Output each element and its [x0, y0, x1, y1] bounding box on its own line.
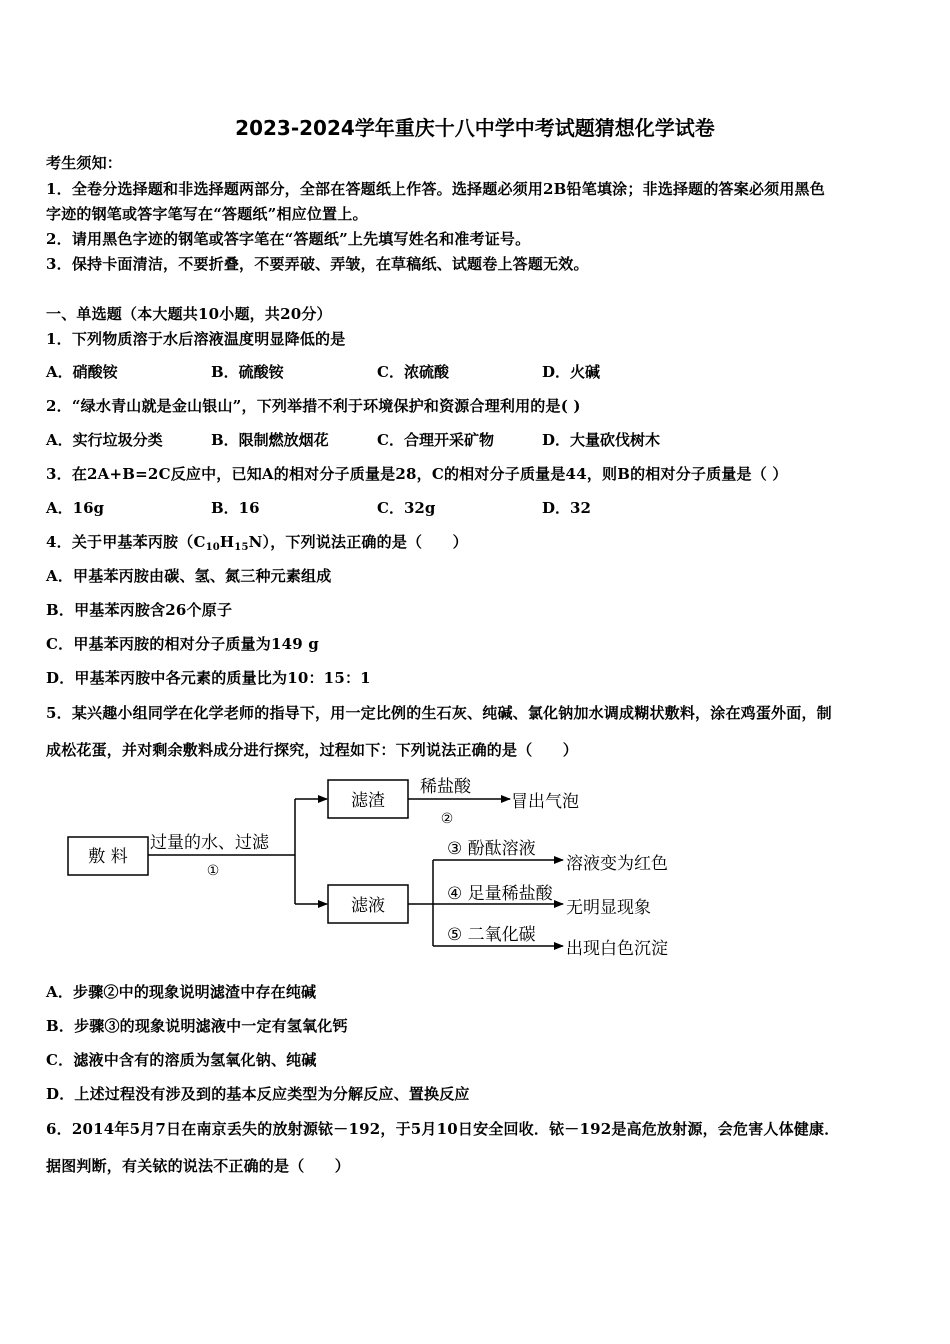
step5-label: ⑤ 二氧化碳 [447, 925, 536, 945]
question-4-option-d[interactable]: D．甲基苯丙胺中各元素的质量比为10：15：1 [46, 669, 371, 687]
step1-number: ① [206, 863, 220, 879]
question-4-option-a[interactable]: A．甲基苯丙胺由碳、氢、氮三种元素组成 [46, 567, 332, 585]
notice-item-2: 2．请用黑色字迹的钢笔或答字笔在“答题纸”上先填写姓名和准考证号。 [46, 230, 531, 248]
question-2-stem: 2．“绿水青山就是金山银山”，下列举措不利于环境保护和资源合理利用的是( ) [46, 397, 581, 415]
step2-result: 冒出气泡 [511, 792, 579, 812]
step4-label: ④ 足量稀盐酸 [447, 884, 553, 904]
question-1-stem: 1．下列物质溶于水后溶液温度明显降低的是 [46, 330, 346, 348]
step3-result: 溶液变为红色 [566, 854, 668, 874]
question-5-option-d[interactable]: D．上述过程没有涉及到的基本反应类型为分解反应、置换反应 [46, 1085, 470, 1103]
question-1-option-c[interactable]: C．浓硫酸 [377, 363, 449, 381]
question-5-stem-line-1: 5．某兴趣小组同学在化学老师的指导下，用一定比例的生石灰、纯碱、氯化钠加水调成糊状敷料，涂在鸡蛋外面，制 [46, 704, 832, 722]
box-fuliao-label: 敷 料 [88, 847, 128, 867]
question-3-stem: 3．在2A+B=2C反应中，已知A的相对分子质量是28，C的相对分子质量是44，则B的相对分子质量是（ ） [46, 465, 788, 483]
question-2-option-c[interactable]: C．合理开采矿物 [377, 431, 494, 449]
notice-heading: 考生须知： [46, 154, 123, 172]
question-6-stem-line-2: 据图判断，有关铱的说法不正确的是（ ） [46, 1157, 351, 1175]
question-5-option-b[interactable]: B．步骤③的现象说明滤液中一定有氢氧化钙 [46, 1017, 348, 1035]
question-2-option-a[interactable]: A．实行垃圾分类 [46, 431, 163, 449]
question-5-option-a[interactable]: A．步骤②中的现象说明滤渣中存在纯碱 [46, 983, 317, 1001]
box-lvzha-label: 滤渣 [351, 791, 385, 811]
step2-number: ② [440, 811, 454, 827]
step3-label: ③ 酚酞溶液 [447, 839, 536, 859]
question-4-stem-post: N），下列说法正确的是（ ） [248, 533, 468, 551]
question-3-option-b[interactable]: B．16 [211, 499, 260, 517]
question-4-stem [46, 531, 468, 553]
question-3-option-a[interactable]: A．16g [46, 499, 105, 517]
question-3-option-d[interactable]: D．32 [542, 499, 591, 517]
section-heading: 一、单选题（本大题共10小题，共20分） [46, 305, 332, 323]
notice-item-1: 1．全卷分选择题和非选择题两部分，全部在答题纸上作答。选择题必须用2B铅笔填涂；非选择题的答案必须用黑色 [46, 180, 825, 198]
formula-subscript-h: 15 [234, 542, 249, 553]
box-lvye-label: 滤液 [351, 896, 385, 916]
notice-item-1-cont: 字迹的钢笔或答字笔写在“答题纸”相应位置上。 [46, 205, 368, 223]
question-2-option-d[interactable]: D．大量砍伐树木 [542, 431, 661, 449]
formula-h: H [219, 533, 235, 551]
question-4-option-b[interactable]: B．甲基苯丙胺含26个原子 [46, 601, 233, 619]
notice-item-3: 3．保持卡面清洁，不要折叠，不要弄破、弄皱，在草稿纸、试题卷上答题无效。 [46, 255, 589, 273]
exam-title: 2023-2024学年重庆十八中学中考试题猜想化学试卷 [235, 116, 715, 140]
step5-result: 出现白色沉淀 [566, 939, 668, 959]
question-3-option-c[interactable]: C．32g [377, 499, 436, 517]
question-1-option-a[interactable]: A．硝酸铵 [46, 363, 118, 381]
formula-subscript-c: 10 [205, 542, 220, 553]
question-4-stem-pre: 4．关于甲基苯丙胺（C [46, 533, 206, 551]
step1-label: 过量的水、过滤 [150, 833, 269, 853]
step2-label: 稀盐酸 [420, 777, 471, 797]
question-1-option-d[interactable]: D．火碱 [542, 363, 601, 381]
question-4-option-c[interactable]: C．甲基苯丙胺的相对分子质量为149 g [46, 635, 319, 653]
experiment-flow-diagram [0, 765, 950, 970]
question-1-option-b[interactable]: B．硫酸铵 [211, 363, 284, 381]
question-5-option-c[interactable]: C．滤液中含有的溶质为氢氧化钠、纯碱 [46, 1051, 317, 1069]
question-2-option-b[interactable]: B．限制燃放烟花 [211, 431, 329, 449]
step4-result: 无明显现象 [566, 898, 651, 918]
question-5-stem-line-2: 成松花蛋，并对剩余敷料成分进行探究，过程如下：下列说法正确的是（ ） [46, 741, 579, 759]
question-6-stem-line-1: 6．2014年5月7日在南京丢失的放射源铱－192，于5月10日安全回收．铱－192是高危放射源，会危害人体健康． [46, 1120, 840, 1138]
